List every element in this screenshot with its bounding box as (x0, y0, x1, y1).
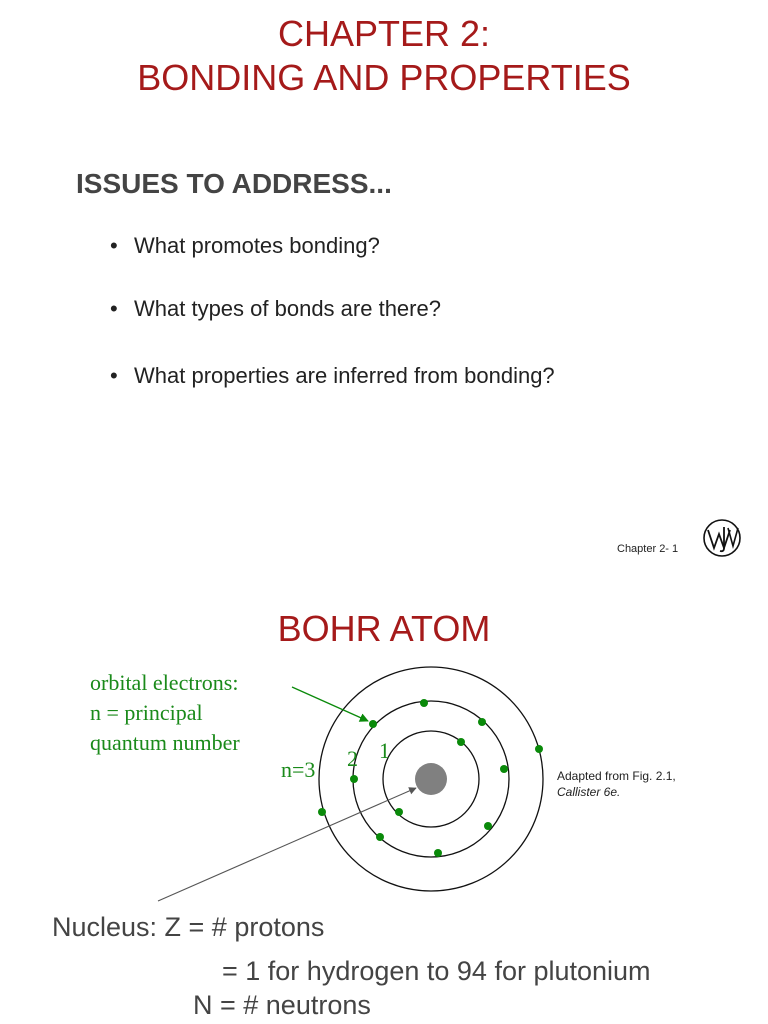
bullet-item (110, 233, 380, 259)
electron-shell-2 (434, 849, 442, 857)
nucleus (415, 763, 447, 795)
electron-shell-3 (420, 699, 428, 707)
orbit-shell-2 (353, 701, 509, 857)
orbit-shell-1 (383, 731, 479, 827)
bullet-item (110, 296, 441, 322)
electron-shell-2 (376, 833, 384, 841)
electron-shell-2 (500, 765, 508, 773)
orbital-label-line: n = principal (90, 700, 203, 725)
shell-label-n2: 2 (347, 746, 358, 771)
electron-shell-1 (457, 738, 465, 746)
nucleus-description-line3: N = # neutrons (193, 990, 371, 1020)
bullet-item (110, 363, 555, 389)
bullet-text: What properties are inferred from bonding? (134, 363, 555, 388)
figure-source-line2: Callister 6e. (557, 785, 621, 799)
orbit-shell-3 (319, 667, 543, 891)
electron-shell-2 (484, 822, 492, 830)
figure-source-line1: Adapted from Fig. 2.1, (557, 769, 676, 783)
issues-heading: ISSUES TO ADDRESS... (76, 168, 392, 199)
shell-label-n3: n=3 (281, 757, 316, 782)
bullet-glyph: • (110, 296, 118, 321)
orbital-label-line: orbital electrons: (90, 670, 239, 695)
electron-shell-3 (350, 775, 358, 783)
slide1-title-line1: CHAPTER 2: (277, 13, 491, 54)
electron-shell-3 (318, 808, 326, 816)
bullet-text: What types of bonds are there? (134, 296, 441, 321)
electron-shell-1 (395, 808, 403, 816)
orbital-label-line: quantum number (90, 730, 240, 755)
wiley-logo-icon (702, 518, 742, 558)
orbital-pointer-arrow (292, 687, 368, 721)
electron-shell-2 (478, 718, 486, 726)
bullet-glyph: • (110, 233, 118, 258)
shell-label-n1: 1 (379, 738, 390, 763)
electron-shell-3 (535, 745, 543, 753)
electron-shell-2 (369, 720, 377, 728)
nucleus-pointer-arrow (158, 788, 416, 901)
nucleus-description-line1: Nucleus: Z = # protons (52, 912, 325, 942)
bullet-text: What promotes bonding? (134, 233, 380, 258)
bullet-glyph: • (110, 363, 118, 388)
bohr-atom-title: BOHR ATOM (277, 608, 491, 649)
nucleus-description-line2: = 1 for hydrogen to 94 for plutonium (222, 956, 651, 986)
slide1-title-line2: BONDING AND PROPERTIES (137, 57, 631, 98)
slide-number-label: Chapter 2- 1 (617, 543, 679, 555)
